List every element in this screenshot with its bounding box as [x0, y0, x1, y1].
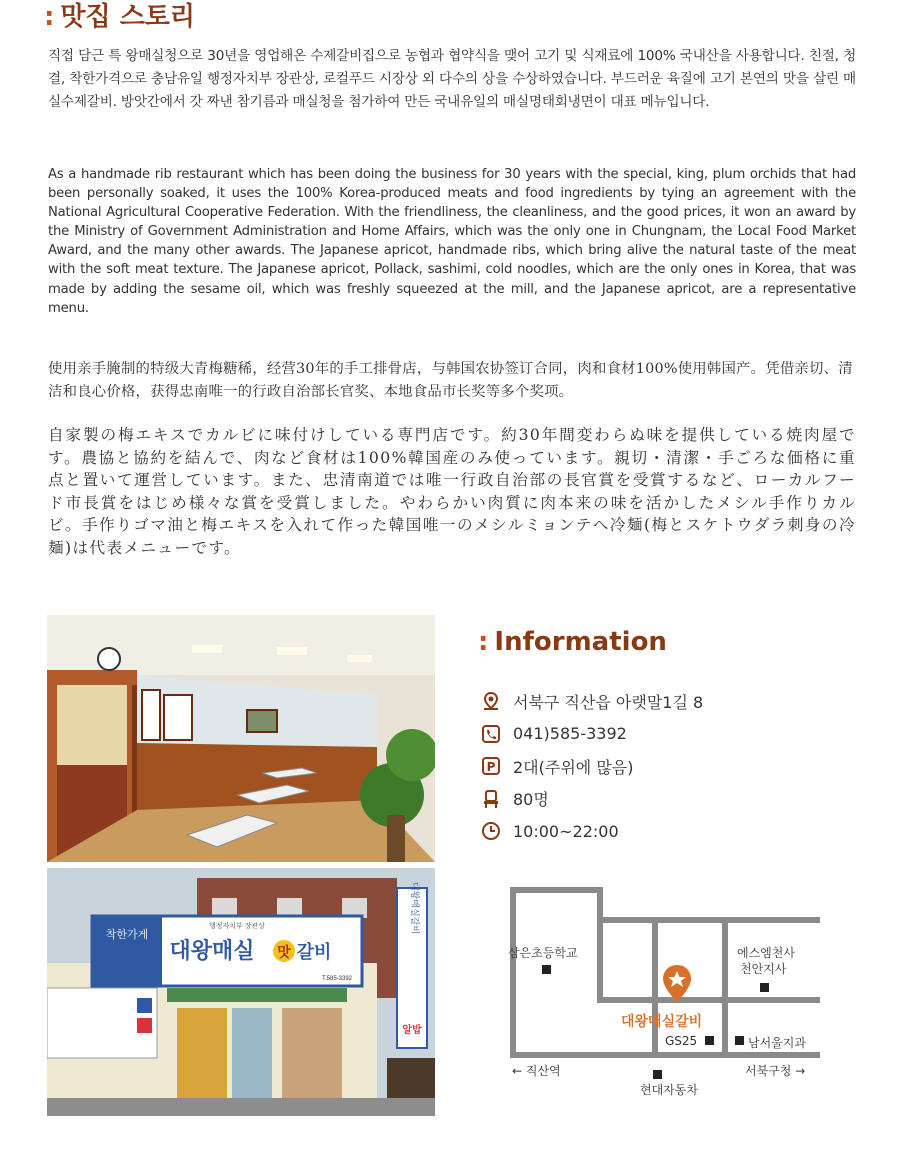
- info-title-colon-icon: :: [478, 627, 489, 657]
- info-hours: [480, 815, 703, 848]
- hyundai-marker: [653, 1070, 662, 1079]
- map-label-office: 서북구청 →: [745, 1064, 806, 1078]
- seats-text: 80명: [513, 790, 549, 810]
- vertical-sign-red-text: 알밥: [402, 1025, 422, 1036]
- svg-text:P: P: [486, 760, 496, 775]
- sign-left-text: 착한가게: [105, 929, 149, 941]
- sign-main-text: 대왕매실: [169, 939, 255, 964]
- map-label-sk-1: 에스엠천사: [737, 946, 795, 960]
- info-title-text: Information: [494, 627, 667, 657]
- map-label-gs25: GS25: [665, 1034, 698, 1048]
- story-japanese: 自家製の梅エキスでカルビに味付けしている専門店です。約30年間変わらぬ味を提供している焼肉屋です。農協と協約を結んで、肉など食材は100%韓国産のみ使っています。親切・清潔・手ごろな価格に重点と置いて運営しています。また、忠清南道では唯一行政自治部の長官賞を受賞するなど、ローカルフード市長賞をはじめ様々な賞を受賞しました。やわらかい肉質に肉本来の味を活かしたメシル手作りカルビ。手作りゴマ油と梅エキスを入れて作った韓国唯一のメシルミョンテへ冷麺(梅とスケトウダラ刺身の冷麺)は代表メニューです。: [48, 426, 856, 557]
- parking-icon: [480, 755, 502, 777]
- restaurant-exterior-photo: [47, 868, 435, 1116]
- info-list: [480, 685, 703, 848]
- story-title-text: 맛집 스토리: [60, 2, 196, 32]
- hours-text: 10:00~22:00: [513, 821, 619, 841]
- info-address: [480, 685, 703, 718]
- namseo-marker: [735, 1036, 744, 1045]
- map-label-hyundai: 현대자동차: [640, 1083, 698, 1097]
- story-chinese: 使用亲手腌制的特级大青梅糖稀，经营30年的手工排骨店，与韩国农协签订合同，肉和食材100%使用韩国产。凭借亲切、清洁和良心价格，获得忠南唯一的行政自治部长官奖、本地食品市长奖等多个奖项。: [48, 361, 853, 400]
- gs25-marker: [705, 1036, 714, 1045]
- address-text: 서북구 직산읍 아랫말1길 8: [513, 692, 704, 712]
- phone-text[interactable]: 041)585-3392: [513, 724, 627, 744]
- map-label-restaurant: 대왕매실갈비: [621, 1014, 703, 1030]
- location-map: [505, 880, 820, 1100]
- school-marker: [542, 965, 551, 974]
- map-label-sk-2: 천안지사: [740, 962, 787, 976]
- info-seats: [480, 783, 703, 816]
- title-colon-icon: :: [44, 2, 55, 32]
- restaurant-pin-icon: [663, 965, 691, 1002]
- clock-icon: [480, 820, 502, 842]
- story-english: As a handmade rib restaurant which has been doing the business for 30 years with the special, king, plum orchids that had been personally soaked, it uses the 100% Korea-produced meats and food ingredients by tying an agreement with the National Agricultural Cooperative Federation. With the friendliness, the cleanliness, and the good prices, it won an award by the Ministry of Government Administration and Home Affairs, which was the only one in Chungnam, the Local Food Market Award, and the many other awards. The Japanese apricot, handmade ribs, which bring alive the natural taste of the meat with the soft meat texture. The Japanese apricot, Pollack, sashimi, cold noodles, which are the only ones in Korea, that was made by adding the sesame oil, which was freshly squeezed at the mill, and the Japanese apricot, are a representative menu.: [48, 167, 856, 316]
- sign-small-text: 행정자치부 장관상: [208, 923, 266, 930]
- story-korean: 직접 담근 특 왕매실청으로 30년을 영업해온 수제갈비집으로 농협과 협약식을 맺어 고기 및 식재료에 100% 국내산을 사용합니다. 친절, 청결, 착한가격으로 충남유일 행정자치부 장관상, 로컬푸드 시장상 외 다수의 상을 수상하였습니다. 부드러운 육질에 고기 본연의 맛을 살린 매실수제갈비. 방앗간에서 갓 짜낸 참기름과 매실청을 첨가하여 만든 국내유일의 매실명태회냉면이 대표 메뉴입니다.: [48, 48, 856, 110]
- phone-icon: [480, 723, 502, 745]
- vertical-sign-text: 대왕매실갈비: [409, 881, 419, 935]
- sk-marker: [760, 983, 769, 992]
- seat-icon: [480, 788, 502, 810]
- map-label-station: ← 직산역: [512, 1064, 561, 1078]
- info-title: [478, 625, 667, 659]
- story-title: [44, 0, 195, 34]
- sign-end-text: 갈비: [296, 942, 332, 963]
- info-phone: [480, 718, 703, 751]
- sign-phone-text: T.585-3392: [321, 976, 353, 982]
- map-label-school: 삼은초등학교: [508, 946, 578, 960]
- info-parking: [480, 750, 703, 783]
- location-pin-icon: [480, 690, 502, 712]
- interior-illustration: [47, 615, 435, 862]
- exterior-illustration: [47, 868, 435, 1116]
- map-label-namseo: 남서울지과: [748, 1036, 806, 1050]
- restaurant-interior-photo: [47, 615, 435, 862]
- sign-accent-text: 맛: [277, 945, 291, 961]
- parking-text: 2대(주위에 많음): [513, 757, 634, 777]
